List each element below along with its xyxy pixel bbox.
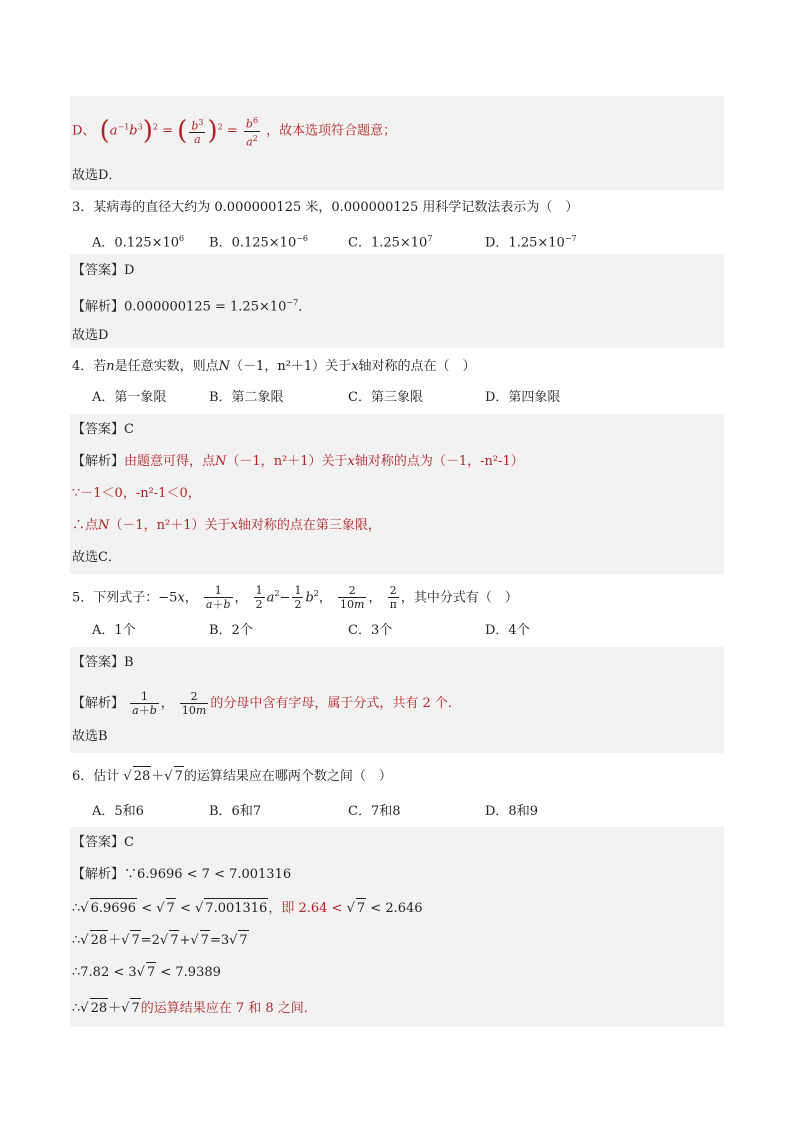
q4-analysis-line2: ∵－1＜0，-n²-1＜0， [72, 486, 201, 501]
equals-sign: = [226, 123, 238, 139]
q6-analysis-line3: ∴√ 28＋√ 7=2√ 7+√ 7=3√ 7 [72, 930, 249, 951]
q5-stem: 5．下列式子：−5x， $\frac{1}{a+b}$ ， $\frac{1}{2}$ $a^2-$ $\frac{1}{2}$ $b^2$， $\frac{2}{10m}$ ， $\frac{2}{\pi}$ ，其中分式有（ ） [72, 584, 518, 612]
q4-option-b: B．第二象限 [209, 390, 284, 405]
q5-answer: 【答案】B [72, 655, 134, 670]
q5-option-d: D．4个 [485, 623, 530, 638]
q3-option-b: B．$0.125\times 10^{-6}$ [209, 234, 309, 251]
q6-option-d: D．8和9 [485, 804, 538, 819]
analysis-label: 【解析】 [72, 299, 125, 315]
q4-option-d: D．第四象限 [485, 390, 561, 405]
q3-option-a: A．$0.125\times 10^6$ [92, 234, 185, 251]
q3-option-c: C．$1.25\times 10^7$ [348, 234, 433, 251]
q5-option-c: C．3个 [348, 623, 393, 638]
q6-stem: 6．估计 √ 28＋√ 7的运算结果应在哪两个数之间（ ） [72, 766, 392, 787]
option-d-conclusion: ，故本选项符合题意； [266, 123, 397, 139]
q5-choice: 故选B [72, 729, 108, 744]
q6-analysis-line4: ∴7.82 < 3√ 7 < 7.9389 [72, 962, 221, 983]
q4-option-a: A．第一象限 [92, 390, 167, 405]
q3-answer: 【答案】D [72, 263, 135, 278]
q6-answer: 【答案】C [72, 835, 134, 850]
q6-analysis-line5: ∴√ 28＋√ 7的运算结果应在 7 和 8 之间． [72, 998, 317, 1019]
equals-sign: = [162, 123, 174, 139]
q2-choice: 故选D． [72, 168, 122, 183]
q3-option-d: D．$1.25\times 10^{-7}$ [485, 234, 577, 251]
q3-choice: 故选D [72, 328, 109, 343]
q4-choice: 故选C． [72, 550, 121, 565]
option-d-label: D、 [72, 123, 96, 139]
q4-analysis-line1: 【解析】由题意可得，点N（－1，n²＋1）关于x轴对称的点为（－1，-n²-1） [72, 454, 524, 469]
q6-analysis-line1: 【解析】∵6.9696 < 7 < 7.001316 [72, 867, 292, 882]
q5-analysis: 【解析】 $\frac{1}{a+b}$ ， $\frac{2}{10m}$ 的分母中含有字母，属于分式，共有 2 个． [72, 690, 461, 717]
q5-option-b: B．2个 [209, 623, 253, 638]
q6-option-a: A．5和6 [92, 804, 144, 819]
q3-analysis: 【解析】$0.000000125 = 1.25\times 10^{-7}$． [72, 298, 312, 315]
q6-option-b: B．6和7 [209, 804, 262, 819]
q4-stem: 4．若n是任意实数，则点N（－1，n²＋1）关于x轴对称的点在（ ） [72, 359, 476, 374]
q2-option-d-analysis: D、 $(a^{-1}b^3)^2$ = ( $\frac{b^3}{a}$ )$^2$ = $\frac{b^6}{a^2}$ ，故本选项符合题意； [72, 116, 397, 149]
solution-block-q6 [70, 827, 724, 1027]
q4-answer: 【答案】C [72, 422, 134, 437]
q3-stem: 3．某病毒的直径大约为 0.000000125 米，0.000000125 用科学记数法表示为（ ） [72, 200, 579, 215]
q6-option-c: C．7和8 [348, 804, 401, 819]
q4-analysis-line3: ∴点N（－1，n²＋1）关于x轴对称的点在第三象限， [72, 518, 381, 533]
q5-option-a: A．1个 [92, 623, 136, 638]
q4-option-c: C．第三象限 [348, 390, 423, 405]
q6-analysis-line2: ∴√ 6.9696 < √ 7 < √ 7.001316，即 2.64 < √ 7 < 2.646 [72, 898, 423, 919]
